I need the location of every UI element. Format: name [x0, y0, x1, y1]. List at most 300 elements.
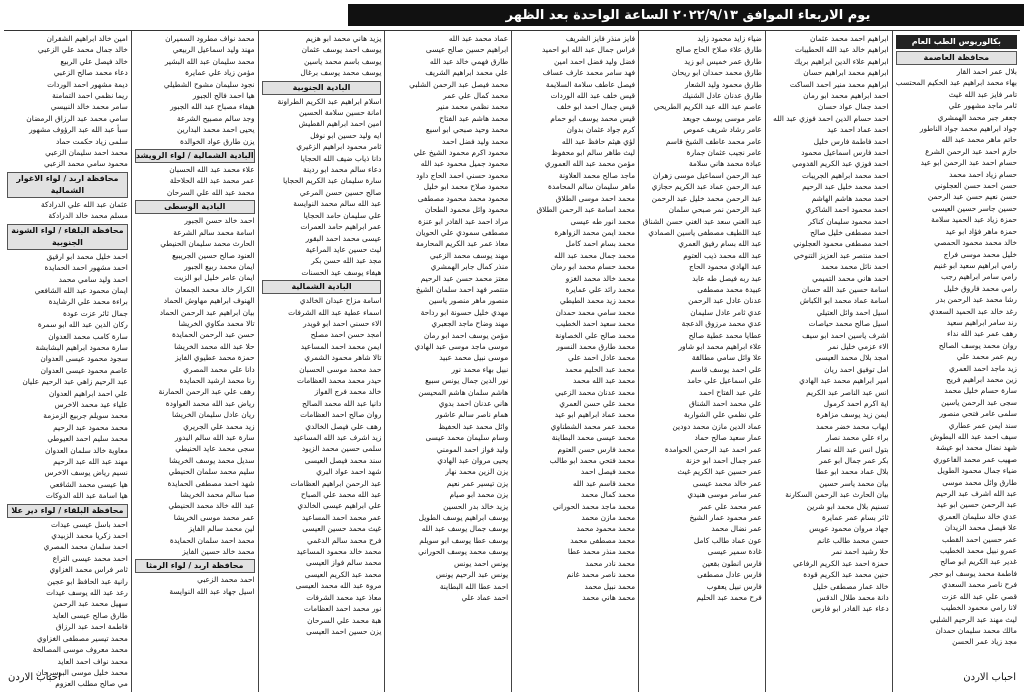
list-item: عمرو نبيل محمد الخطيب	[940, 546, 1017, 556]
list-item: شهد احمد عواد البري	[316, 467, 382, 477]
list-item: ثائر بسام عمر عمايرة	[821, 513, 889, 523]
list-item: خالد محمد فرج الفواز	[314, 387, 382, 397]
list-item: محمد تيسير مصطفى الغزاوي	[37, 633, 128, 643]
list-item: علاء محمد عبد الله الحسبان	[169, 165, 255, 175]
list-item: رهف علي عبد الرحمن الحمارنة	[158, 387, 255, 397]
list-item: محمد بسام احمد كامل	[565, 239, 636, 249]
list-item: حسن احمد حسن العجلوني	[934, 181, 1017, 191]
list-item: علي ابراهيم عيسى الخالدي	[297, 501, 382, 511]
list-item: مي صالح مطلب العزوم	[55, 679, 128, 689]
list-item: يحيى احمد محمد البدارين	[176, 125, 255, 135]
list-item: عمر حسين احمد القطب	[942, 534, 1017, 544]
list-item: يوسف احمد يوسف عثمان	[301, 45, 382, 55]
list-item: بهاء محمد ابراهيم عبد الحكيم المحتسب	[895, 78, 1017, 88]
names-column	[765, 31, 892, 692]
list-item: احمد فارس اسماعيل محمود	[801, 148, 889, 158]
list-item: براء علي محمد نصار	[825, 433, 889, 443]
list-item: ضياء زايد محمود زايد	[697, 34, 762, 43]
list-item: عمر ابراهيم حامد العمرات	[300, 222, 382, 232]
section-heading: البادية الوسطى	[135, 200, 255, 214]
list-item: اسلام ابراهيم عبد الكريم الطراونة	[277, 96, 382, 106]
list-item: رامي ابراهيم سعيد ابو غنيم	[933, 260, 1017, 270]
list-item: معتز محمد حسن عبد الرحيم	[420, 273, 509, 283]
list-item: محمد مازن محمد	[581, 513, 636, 523]
list-item: منذر كمال جابر الهمشري	[430, 262, 509, 272]
list-item: محمد كمال علي عمر	[443, 91, 509, 101]
list-item: احمد عماد علي	[461, 592, 509, 602]
list-item: محمد نواف احمد العايد	[57, 656, 128, 666]
list-item: لانا رامي محمود الخطيب	[940, 603, 1017, 613]
list-item: دانة محمد طلال الدقس	[816, 592, 889, 602]
list-item: محمد احمد موسى الطلاق	[555, 193, 636, 203]
list-item: لؤي هيثم حافظ عبد الله	[561, 136, 636, 146]
list-item: بلال عمر احمد القار	[956, 67, 1017, 76]
list-item: هبة محمد علي السرحان	[307, 615, 382, 625]
list-item: عبد الرحمن ابراهيم العظامات	[290, 478, 382, 488]
list-item: امير ابراهيم محمد عبد الهادي	[799, 376, 889, 386]
list-item: خالد محمد محمود الحمصي	[934, 238, 1017, 248]
list-item: اية اكرم احمد كرمول	[823, 399, 889, 408]
list-item: عمر جمال احمد ابو خزنة	[685, 456, 762, 466]
section-heading: محافظة البلقاء / لواء دير علا	[7, 504, 128, 518]
list-item: عماد الدين مازن محمد دودين	[672, 421, 762, 431]
list-item: طارق صالح عيسى العايد	[52, 610, 128, 620]
list-item: محمد عادل احمد علي	[567, 353, 636, 363]
list-item: يحيى مروان عبد الهادي	[437, 456, 509, 466]
list-item: ليث طاهر سالم ابو محفوظ	[551, 148, 636, 158]
list-item: تامر فايز عبد الله غيث	[948, 89, 1017, 99]
list-item: محمد نبيل محمد	[584, 581, 636, 591]
list-item: عبد الرحيم زاهي عبد الرحيم عليان	[22, 377, 128, 387]
list-item: امجد بلال محمد العيسى	[815, 353, 889, 363]
list-item: علي نظمي علي الشواربة	[683, 410, 762, 420]
list-item: احمد سلمان محمد المصري	[43, 542, 128, 552]
list-item: محمد فيصل احمد	[580, 467, 636, 477]
list-item: محمد عيسى محمد البطاينة	[551, 433, 636, 443]
list-item: عاصم عبد الله عبد الكريم الطريحي	[653, 102, 762, 112]
list-item: عمر خالد محمد عيسى	[692, 478, 762, 488]
list-item: رامي سامر ابراهيم رجب	[941, 272, 1017, 282]
list-item: ثامر ماجد مشهور علي	[948, 101, 1017, 111]
list-item: حمزة احمد عبد الكريم الرفاعي	[792, 558, 889, 568]
section-heading: محافظة البلقاء / لواء الشونة الجنوبية	[7, 224, 128, 250]
list-item: امجد حسن احمد مصلح	[310, 330, 382, 340]
list-item: حاتم ماهر محمد عبد الله	[941, 135, 1017, 145]
list-item: صهيب عمر محمد الفاعوري	[933, 454, 1017, 464]
list-item: احمد فاطمة فارس خليل	[813, 136, 889, 146]
list-item: جمال ثائر عزت عودة	[63, 308, 128, 318]
list-item: احمد مصطفى محمود العجلوني	[793, 239, 889, 249]
list-item: اسيل احمد وائل العتيلي	[816, 307, 889, 317]
list-item: عماد محمد عبد الله	[448, 34, 509, 43]
list-item: يزن طارق عواد الخوالدة	[180, 136, 255, 146]
names-column	[4, 31, 131, 692]
list-item: احمد محمود احمد الشاكري	[805, 205, 889, 215]
list-item: سهيل محمد عبد الرحمن	[53, 599, 128, 609]
list-item: محمد خالد حسين الفايز	[182, 547, 255, 557]
list-item: براءة محمد علي الرشايدة	[48, 297, 128, 307]
list-item: سجى عبد الرحمن ياسين	[941, 397, 1017, 407]
list-item: انس عبد الناصر عبد الكريم	[806, 387, 889, 397]
names-column	[258, 31, 385, 692]
list-item: فرح محمد سالم الدغمي	[307, 535, 382, 545]
list-item: يزن تيسير عمر نعيم	[446, 478, 509, 488]
list-item: بكر عمر جمال ابو عمر	[819, 456, 889, 466]
list-item: ايه وليد حسين ابو نوفل	[310, 130, 382, 140]
list-item: اسامة عماد محمد ابو الكباش	[799, 296, 889, 306]
list-item: زيد ماجد احمد العمري	[949, 363, 1017, 373]
list-item: علي عبد الفتاح احمد	[699, 387, 762, 397]
list-item: مهند وليد اسماعيل الربيعي	[172, 45, 255, 55]
list-item: محمد هاني محمد	[582, 592, 636, 602]
section-heading: محافظة اربد / لواء الاغوار الشمالية	[7, 172, 128, 198]
list-item: الهنوف ابراهيم مهاوش الحماد	[163, 296, 255, 306]
list-item: نور محمد احمد العظامات	[303, 604, 382, 614]
list-item: عبد الله محمد ذيب العتوم	[683, 250, 762, 260]
list-item: محمد ماجد محمد الحوراني	[552, 501, 636, 511]
list-item: ايمن محمد احمد المساعيد	[300, 341, 382, 351]
list-item: غادة سمير عيسى	[707, 547, 762, 557]
list-item: طارق محمد حمدان ابو ريحان	[671, 68, 762, 78]
footer-credit-left: احباب الاردن	[8, 672, 61, 683]
list-item: محمد فارس حسن العتوم	[557, 444, 636, 454]
list-item: فايز منذر فايز الشريف	[565, 34, 636, 43]
list-item: علي احمد ابراهيم العدوان	[48, 388, 128, 398]
list-item: غيث محمد حسين العيسى	[302, 524, 382, 534]
list-item: حلا رشيد احمد نمر	[831, 547, 889, 557]
list-item: علي سليمان حامد الحجايا	[303, 210, 382, 220]
list-item: طارق فهمي خالد عبد الله	[429, 56, 509, 66]
list-item: محمد خليل موسى البوسرحان	[36, 667, 128, 677]
list-item: اسماء عطية عبد الله الشرفات	[288, 307, 382, 317]
list-item: عمار سعيد صالح حماد	[694, 433, 762, 443]
list-item: سارة كامب محمد العدوان	[48, 331, 128, 341]
list-item: محمد رائد علي عمايرة	[565, 284, 636, 294]
list-item: عدي محمد مرزوق الدعجة	[681, 319, 762, 329]
list-item: سيف احمد عبد الله البطوش	[930, 432, 1017, 441]
list-item: محمد خالد محمد الغزو	[565, 273, 636, 283]
list-item: عبادة محمد هاني سلامة	[688, 159, 762, 169]
list-item: محمود حسني احمد الحاج داود	[416, 170, 509, 180]
list-item: فارس نبيل يعقوب	[706, 581, 762, 591]
list-item: سامي محمد عبد الرزاق الرمضان	[26, 113, 128, 123]
list-item: محمد طارق محمد النسور	[556, 341, 636, 351]
list-item: ابراهيم محمد ابراهيم حسان	[803, 68, 889, 78]
names-column	[131, 31, 258, 692]
list-item: محمد سليمان عبد الله البشير	[164, 56, 255, 66]
list-item: قيس خلف عبد الله الوردات	[550, 91, 636, 101]
list-item: احمد مشهور احمد الحمايدة	[44, 263, 128, 273]
list-item: محمد سامي محمد حمدان	[555, 307, 636, 317]
list-item: ضياء جمال محمود الطويل	[937, 466, 1017, 476]
list-item: محمد سويلم جربيع الزمزمة	[43, 411, 128, 421]
list-item: دانا علي محمد المصري	[183, 364, 255, 374]
list-item: محمد محمود عبد الرحيم	[53, 422, 128, 432]
list-item: احمد محمد خليل عبد الرحيم	[802, 182, 889, 192]
list-item: وجد سالم مصبيح الشرعة	[176, 113, 255, 123]
list-item: عبد الرحمن حسين ابو عيد	[936, 500, 1017, 510]
list-item: بيان محمد ياسر حسين	[819, 478, 889, 488]
list-item: حسن نعيم حسن عبد الرحمن	[927, 192, 1017, 202]
names-column	[892, 31, 1020, 692]
list-item: صبا سالم محمد الخريشا	[180, 490, 255, 500]
list-item: عيسى محمد احمد البقور	[305, 233, 382, 243]
list-item: يوسف جمال يوسف عبد الله	[421, 524, 509, 534]
list-item: ريان عادل سليمان الخريشا	[172, 410, 255, 420]
list-item: حمزة محمد عطيوي الفايز	[175, 353, 255, 363]
list-item: عمر نضال محمد	[711, 524, 762, 534]
list-item: مجد زياد عمر الحسن	[952, 637, 1017, 647]
list-item: سارة حسام خليل محمد	[944, 386, 1017, 396]
list-item: اشرف ياسين احمد ابو سيف	[802, 330, 889, 340]
list-item: يوسف ابراهيم يوسف الطويل	[418, 513, 509, 523]
list-item: روان صالح احمد العظامات	[300, 410, 382, 420]
section-heading: البادية الشمالية	[262, 280, 382, 294]
list-item: عامر رشاد شريف عموص	[683, 125, 762, 135]
list-item: حمزة زياد عبد الحميد سلامة	[931, 215, 1017, 225]
list-item: فرح محمد عبد الحليم	[696, 592, 762, 602]
list-item: محمد احمد سليمان الزعبي	[45, 148, 128, 158]
list-item: ليث حسين عايد المراعية	[305, 244, 382, 254]
section-heading: محافظة اربد / لواء الرمثا	[135, 559, 255, 573]
list-item: محمد عبد الله محمد	[572, 376, 636, 386]
list-item: محمد ايمن محمد الزواهرة	[554, 227, 636, 237]
list-item: محمد عبد الكريم العيسى	[304, 569, 382, 579]
list-item: محمد فيصل عبد الرحمن الشلبي	[409, 79, 509, 89]
names-column	[384, 31, 511, 692]
list-item: يزن الزين محمد نهار	[445, 467, 509, 477]
list-item: حيدر محمد محمد العظامات	[297, 375, 382, 385]
list-item: عمر احمد عبد الرحمن الحوامدة	[664, 444, 762, 454]
list-item: جهاد مروان محمود عويس	[809, 524, 889, 534]
list-item: احمد مصطفى خليل صالح	[810, 227, 889, 237]
list-item: يوسف عطا يوسف ابو سويلم	[419, 535, 509, 545]
list-item: هاشم سلمان هاشم المحيسن	[418, 387, 509, 397]
list-item: احمد محمد عيسى التراع	[52, 553, 128, 563]
list-item: جواد ابراهيم محمد جواد الناطور	[919, 124, 1017, 134]
list-item: تالا شاهر محمود الشمري	[304, 353, 382, 363]
list-item: سلمى زياد حكمت حماد	[55, 136, 128, 146]
list-item: ديمة مشهور احمد الوردات	[47, 79, 128, 89]
list-item: سند محمد فيصل العيسى	[304, 455, 382, 465]
list-item: ايمان محمود عبد الله الشافعي	[34, 285, 128, 295]
list-item: مؤمن زياد علي عمايرة	[185, 68, 255, 78]
list-item: هيفاء مصباح عبد الله الجبور	[170, 102, 255, 112]
list-item: نجود سليمان مشوح الشطيلي	[163, 79, 255, 89]
list-item: حلا عبد الله محمد الخريشا	[174, 341, 255, 351]
list-item: ريم عمر محمد علي	[956, 352, 1017, 362]
list-item: فرح ناصر محمد السعدي	[941, 580, 1017, 590]
list-item: رعد عبد الله يوسف عيدات	[46, 588, 128, 598]
list-item: فيصل عاطف سلامة السلايمة	[545, 79, 636, 89]
list-item: سلمى حسين محمد الزيود	[301, 444, 382, 454]
list-item: محمد زيد محمد الطيطي	[559, 296, 636, 306]
list-item: يزيد خالد بدر الحسين	[443, 501, 509, 511]
list-item: سارة محمود ابراهيم البشابشة	[35, 342, 128, 352]
list-item: عبد ربه فيصل طه عابد	[692, 273, 762, 283]
list-item: تالا محمد مكاوي الخريشا	[178, 318, 255, 328]
list-item: عمر محمد عبد الله الحلاحلة	[169, 176, 255, 186]
list-item: ابراهيم حسين صالح عيسى	[425, 45, 509, 55]
list-item: الاء عزمي خليل نمر	[827, 341, 889, 351]
list-item: محمود سامي محمد الزعبي	[44, 159, 128, 169]
list-item: محمد معروف موسى المصالحة	[32, 645, 128, 655]
list-item: شهد نضال محمد ابو عيشة	[936, 443, 1017, 453]
list-item: امين احمد ابراهيم القطيش	[298, 119, 382, 129]
list-item: ابراهيم علاء الدين ابراهيم بريك	[794, 56, 889, 66]
list-item: ابراهيم احمد محمد عثمان	[810, 34, 889, 43]
list-item: عامر محمد عاطف الشيخ قاسم	[665, 136, 762, 146]
list-item: علي اسماعيل علي حامد	[687, 376, 762, 386]
list-item: حنين محمد عبد الكريم قودة	[803, 570, 889, 580]
list-item: مهند وضاح ماجد الجعبري	[431, 319, 509, 329]
list-item: طارق عمر خميس ابو زيد	[684, 56, 762, 66]
list-item: سليم محمد سلمان الحنيطي	[168, 467, 255, 477]
list-item: عون عماد طالب كامل	[693, 535, 762, 545]
list-item: امين خالد ابراهيم الشقران	[46, 34, 128, 43]
list-item: خالد فيصل علي الربيع	[60, 56, 128, 66]
list-item: محمود اكرم محمود الشيخ علي	[413, 148, 509, 158]
list-item: ابراهيم محمد منير احمد الساكت	[789, 79, 889, 89]
list-item: محمود صلاح محمد ابو خليل	[423, 182, 509, 192]
list-item: رند سامر ابراهيم سعيد	[946, 317, 1017, 327]
list-item: مروة عبد الله محمد العيسى	[295, 581, 382, 591]
list-item: حسام احمد عبد الرحمن ابو عيد	[920, 158, 1017, 168]
list-item: زين محمد ابراهيم فريح	[946, 374, 1017, 384]
list-item: عمر سامر موسى هنيدي	[687, 490, 762, 500]
list-item: حازم احمد عبد الرحمن الشرع	[925, 146, 1017, 156]
list-item: حمد محمد موسى الحسبان	[299, 364, 382, 374]
list-item: طارق محمود وليد الشعار	[685, 79, 762, 89]
list-item: يزن حسين احمد العيسى	[306, 626, 382, 636]
list-item: محمود محمد محمود مصطفى	[417, 193, 509, 203]
list-item: عبد الرحمن اسماعيل موسى زهران	[652, 170, 762, 180]
list-item: علي احمد يوسف قاسم	[690, 364, 762, 374]
list-item: عمر حسين عبد الكريم غيث	[677, 467, 762, 477]
list-item: عبد الرحمن عماد عبد الكريم حجازي	[651, 182, 762, 192]
list-item: جعفر جبر محمد الهمشري	[937, 112, 1017, 122]
list-item: سبأ عبد الله عبد الرؤوف مشهور	[29, 125, 128, 135]
list-item: مهند عبد الله عبد الرحيم	[53, 457, 128, 466]
list-item: صالح حسين حسن المرعي	[299, 187, 382, 197]
list-item: معاذ عيد محمد الشرفات	[306, 592, 382, 602]
list-item: عامر نجيب عثمان جمارة	[686, 148, 762, 158]
list-item: عبد الله خالد محمد الحنيطي	[168, 501, 255, 511]
list-item: محمد مصطفى محمد	[570, 535, 636, 545]
list-item: عمر محمد احمد المساعيد	[302, 512, 382, 522]
list-item: سلمى عامر فتحي منصور	[939, 409, 1017, 419]
list-item: ايمن زيد يوسف مزاهرة	[816, 410, 889, 420]
list-item: هيفاء يوسف عيد الحسنات	[301, 267, 382, 277]
list-item: احمد باسل عيسى عيدات	[50, 519, 128, 529]
list-item: احمد محمود سليمان كناكر	[808, 216, 889, 226]
list-item: هيا احمد فالح الجبور	[192, 91, 255, 101]
list-item: عثمان عبد الله علي الدرادكة	[40, 199, 128, 209]
list-item: علاء ابراهيم محمد ابو شاور	[678, 341, 762, 351]
list-item: سامر محمد خالد النبيسي	[50, 102, 128, 112]
list-item: احمد عطا الله البطاينة	[439, 581, 509, 591]
list-item: سديل محمد يوسف الخريشا	[169, 455, 255, 465]
list-item: قيس محمد يوسف ابو حمام	[550, 113, 636, 123]
list-item: ركان الدين عبد الله ابو سمرة	[37, 320, 128, 330]
list-item: محمد خالد محمود المساعيد	[296, 547, 382, 557]
list-item: ليث مهند عبد الرحيم الشلبي	[930, 614, 1017, 624]
list-item: الحارث محمد سليمان الحنيطي	[160, 239, 255, 249]
list-item: امانة حسين سلامة الحسين	[299, 108, 382, 118]
names-column	[511, 31, 638, 692]
list-item: زيد اشرف عبد الله المساعيد	[293, 433, 382, 442]
list-item: يونس احمد يونس	[454, 558, 509, 568]
list-item: نسيم رياض يوسف الاخرس	[44, 468, 128, 478]
list-item: رهف عمر عبد الله نداء	[947, 329, 1017, 339]
list-item: عبد الغني سعد عبد الغني حسن الشناق	[642, 216, 762, 226]
list-item: محمد اسامة عبد الرحمن الطلاق	[536, 205, 636, 215]
list-item: دعاء عبد القادر ابو فارس	[811, 604, 889, 614]
list-item: رانية عبد الحافظ ابو عجين	[47, 576, 128, 586]
list-item: بيان ابراهيم عبد الرحمن الحماد	[159, 307, 255, 317]
list-item: محمد انور طه عيسى	[570, 216, 636, 226]
list-item: علياء عيد محمد الاخرس	[54, 399, 128, 409]
list-item: ماهر سليمان سالم المحامدة	[548, 182, 636, 192]
footer-credit-right: احباب الاردن	[963, 672, 1016, 683]
list-item: احمد نائل محمد محمد	[821, 262, 889, 272]
list-item: رشا محمد عبد الرحمن بدر	[935, 295, 1017, 305]
section-heading: محافظة العاصمة	[896, 51, 1017, 65]
list-item: اسيل جهاد عبد الله النوايسة	[169, 586, 255, 596]
list-item: هاني عدنان احمد بدوي	[438, 399, 509, 408]
list-item: يوسف محمد يوسف برغال	[300, 68, 382, 78]
list-item: عبيدة محمد مصطفى	[697, 284, 762, 294]
section-heading: بكالوريوس الطب العام	[896, 35, 1017, 49]
list-item: ايهاب محمد خضر محمد	[816, 421, 889, 431]
list-item: دانيا عبد الله محمد الصالح	[302, 398, 382, 408]
list-item: محمد احمد سلمان الحمايدة	[169, 535, 255, 545]
list-item: عمر محمد علي عمر	[699, 501, 762, 511]
list-item: احمد حسام الدين احمد فوزي عبد الله	[773, 113, 889, 123]
list-item: حسين جاسر حسين العيسى	[931, 203, 1017, 213]
list-item: مالك محمد سليمان حمدان	[935, 625, 1017, 635]
list-item: محمد نواف مطرود السميران	[165, 34, 255, 43]
list-item: سجى محمد عايد الحنيطي	[175, 444, 255, 454]
list-item: تسنيم بلال محمد ابو شرين	[806, 501, 889, 511]
list-item: موسى ماجد موسى عبد الهادي	[414, 341, 509, 351]
list-item: الكرار خالد محمد الجمعان	[175, 284, 255, 294]
list-item: عامر موسى يوسف جويعد	[682, 113, 762, 123]
list-item: عدي ثامر عادل سليمان	[690, 307, 762, 317]
list-item: محمد نادر محمد	[585, 558, 636, 568]
list-item: ايمان عامر خليل ابو الزيت	[173, 273, 255, 283]
list-item: احمد محمد ابراهيم الجريبات	[801, 170, 889, 180]
list-item: بتول انس عبد الله نصار	[816, 444, 889, 454]
list-item: محمد عمر محمد الشطناوي	[550, 421, 636, 431]
list-item: زيد محمد علي الجريري	[183, 421, 255, 431]
list-item: ابراهيم خالد عبد الله الحطيبات	[794, 45, 889, 55]
list-item: احمد ابراهيم محمد ابو رمان	[803, 91, 889, 101]
list-item: محمد علي حسن العمري	[559, 399, 636, 408]
list-item: دعاء سالم محمد ابو ردينة	[303, 165, 382, 175]
section-heading: البادية الشمالية / لواء الرويشد	[135, 149, 255, 163]
list-item: نور الدين جمال يونس سبيع	[425, 376, 509, 386]
list-item: احمد جمال عواد حسان	[817, 102, 889, 112]
list-item: دعاء محمد صالح الزعبي	[53, 68, 128, 78]
list-item: عدي خالد سليمان العمري	[938, 511, 1017, 521]
list-item: محمد عدنان محمد الزعبي	[555, 387, 636, 397]
list-item: مهدي خليل حسونة ابو رداحة	[420, 307, 509, 317]
list-item: سارة عبد الله سالم البدور	[174, 433, 255, 442]
list-item: دانا ذياب ضيف الله الحجايا	[300, 153, 382, 163]
list-item: نبيل بهاء محمد نور	[451, 364, 509, 374]
list-item: همام ناصر سالم عاشور	[435, 410, 509, 420]
